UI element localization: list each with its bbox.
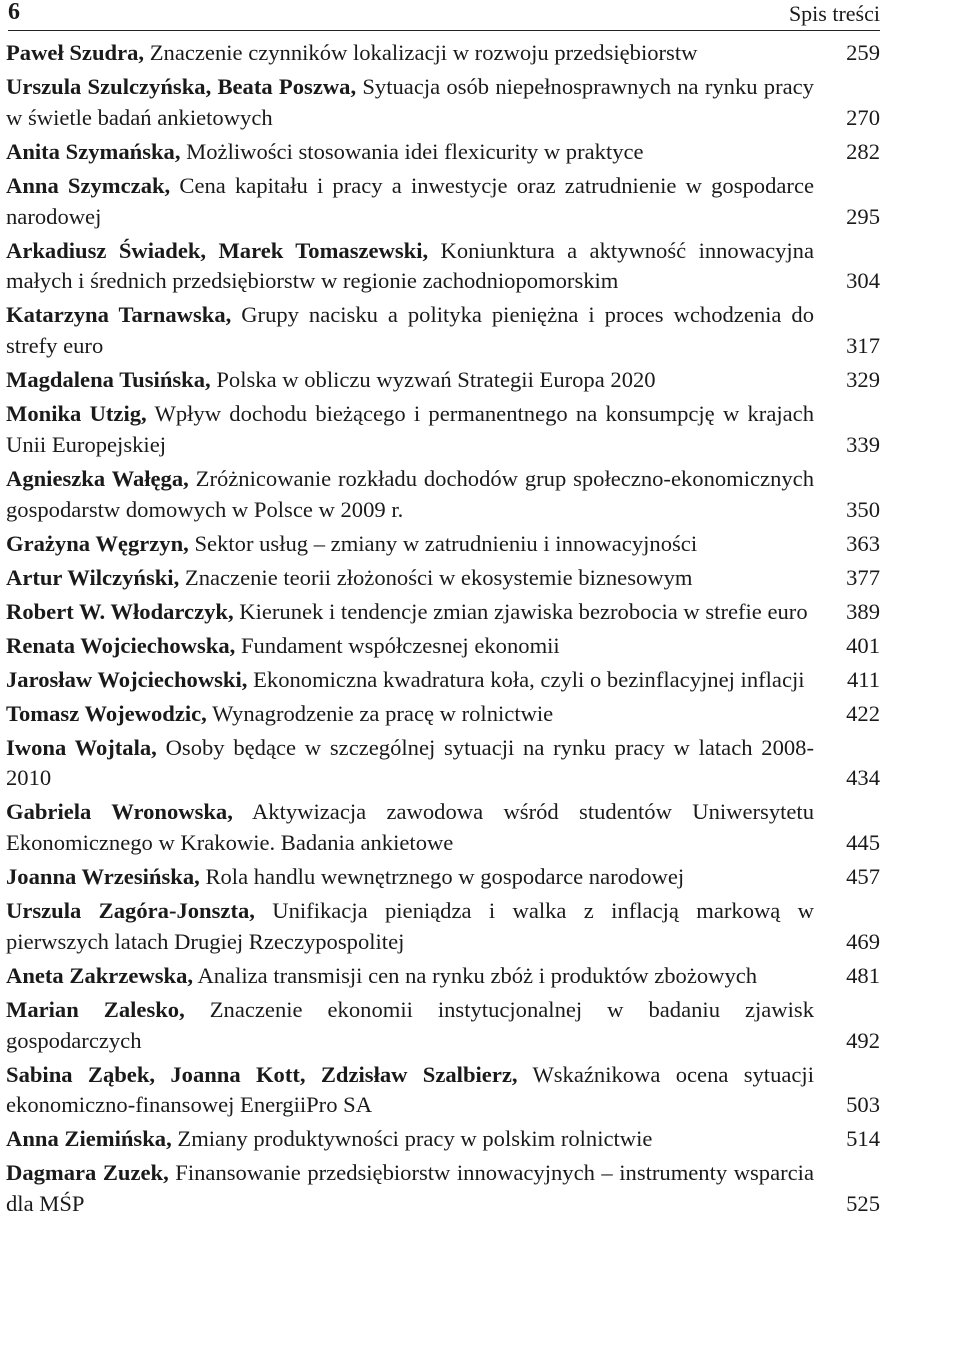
toc-author: Sabina Ząbek, Joanna Kott, Zdzisław Szalbierz, — [6, 1061, 518, 1087]
table-of-contents — [6, 38, 880, 1223]
toc-entry[interactable] — [6, 72, 880, 134]
toc-page-number: 457 — [846, 864, 880, 890]
toc-entry[interactable] — [6, 797, 880, 859]
toc-title: Możliwości stosowania idei flexicurity w praktyce — [186, 138, 644, 164]
toc-page-number: 492 — [846, 1027, 880, 1053]
toc-entry-text — [6, 399, 814, 461]
toc-author: Paweł Szudra, — [6, 40, 145, 65]
toc-entry[interactable] — [6, 464, 880, 526]
toc-entry-text — [6, 733, 814, 795]
toc-entry-text — [6, 464, 814, 526]
toc-entry-text — [6, 300, 814, 362]
toc-entry-text — [6, 699, 814, 730]
toc-author: Joanna Wrzesińska, — [6, 864, 200, 890]
toc-title: Znaczenie teorii złożoności w ekosystemie biznesowym — [184, 564, 693, 590]
toc-page-number: 401 — [846, 632, 880, 658]
toc-entry-text — [6, 38, 814, 69]
toc-entry-text — [6, 72, 814, 134]
toc-title: Kierunek i tendencje zmian zjawiska bezrobocia w strefie euro — [239, 598, 808, 624]
toc-author: Artur Wilczyński, — [6, 564, 180, 590]
toc-entry[interactable] — [6, 1060, 880, 1122]
toc-entry[interactable] — [6, 365, 880, 396]
toc-page-number: 514 — [846, 1126, 880, 1152]
toc-entry-text — [6, 797, 814, 859]
toc-author: Magdalena Tusińska, — [6, 367, 211, 393]
page-header — [8, 0, 880, 31]
toc-entry[interactable] — [6, 597, 880, 628]
toc-author: Renata Wojciechowska, — [6, 632, 236, 658]
toc-title: Znaczenie czynników lokalizacji w rozwoju przedsiębiorstw — [149, 40, 698, 65]
toc-entry-text — [6, 597, 814, 628]
toc-entry[interactable] — [6, 995, 880, 1057]
toc-page-number: 329 — [846, 367, 880, 393]
toc-entry[interactable] — [6, 399, 880, 461]
running-title: Spis treści — [788, 1, 880, 26]
toc-title: Ekonomiczna kwadratura koła, czyli o bezinflacyjnej inflacji — [253, 666, 805, 692]
toc-author: Grażyna Węgrzyn, — [6, 530, 189, 556]
toc-entry[interactable] — [6, 137, 880, 168]
toc-page-number: 363 — [846, 530, 880, 556]
toc-author: Urszula Szulczyńska, Beata Poszwa, — [6, 73, 357, 99]
page-number: 6 — [8, 0, 20, 25]
toc-author: Jarosław Wojciechowski, — [6, 666, 248, 692]
toc-entry-text — [6, 631, 814, 662]
toc-page-number: 295 — [846, 203, 880, 229]
toc-title: Sytuacja osób niepełnosprawnych na rynku pracy w świetle badań ankietowych — [6, 73, 814, 130]
toc-page-number: 317 — [846, 333, 880, 359]
toc-title: Koniunktura a aktywność innowacyjna małych i średnich przedsiębiorstw w regionie zachodniopomorskim — [6, 237, 815, 294]
toc-author: Iwona Wojtala, — [6, 734, 157, 760]
toc-entry-text — [6, 1060, 814, 1122]
toc-author: Robert W. Włodarczyk, — [6, 598, 234, 624]
toc-page-number: 350 — [846, 496, 880, 522]
toc-page-number: 481 — [846, 962, 880, 988]
toc-page-number: 445 — [846, 830, 880, 856]
toc-entry[interactable] — [6, 665, 880, 696]
toc-title: Unifikacja pieniądza i walka z inflacją markową w pierwszych latach Drugiej Rzeczypospolitej — [6, 898, 814, 954]
toc-page-number: 282 — [846, 138, 880, 164]
toc-entry[interactable] — [6, 1124, 880, 1155]
toc-author: Aneta Zakrzewska, — [6, 962, 194, 988]
toc-title: Grupy nacisku a polityka pieniężna i proces wchodzenia do strefy euro — [6, 302, 814, 359]
toc-author: Katarzyna Tarnawska, — [6, 302, 232, 328]
toc-title: Znaczenie ekonomii instytucjonalnej w badaniu zjawisk gospodarczych — [6, 996, 814, 1053]
toc-entry-text — [6, 137, 814, 168]
toc-title: Zmiany produktywności pracy w polskim rolnictwie — [177, 1126, 653, 1152]
toc-author: Monika Utzig, — [6, 401, 147, 427]
toc-title: Wskaźnikowa ocena sytuacji ekonomiczno-finansowej EnergiiPro SA — [6, 1061, 814, 1118]
toc-title: Wynagrodzenie za pracę w rolnictwie — [212, 700, 554, 726]
toc-title: Wpływ dochodu bieżącego i permanentnego na konsumpcję w krajach Unii Europejskiej — [6, 401, 814, 457]
toc-entry-text — [6, 961, 814, 992]
toc-page-number: 270 — [846, 104, 880, 130]
toc-title: Fundament współczesnej ekonomii — [240, 632, 560, 658]
toc-page-number: 525 — [846, 1191, 880, 1217]
toc-author: Tomasz Wojewodzic, — [6, 700, 207, 726]
toc-title: Zróżnicowanie rozkładu dochodów grup społeczno-ekonomicznych gospodarstw domowych w Polsce w 2009 r. — [6, 465, 814, 522]
toc-page-number: 377 — [846, 564, 880, 590]
toc-author: Anna Ziemińska, — [6, 1126, 172, 1152]
toc-page-number: 259 — [846, 40, 880, 65]
toc-entry-text — [6, 171, 814, 233]
toc-entry[interactable] — [6, 300, 880, 362]
toc-author: Gabriela Wronowska, — [6, 799, 233, 825]
toc-page-number: 304 — [846, 268, 880, 294]
toc-entry[interactable] — [6, 171, 880, 233]
toc-page-number: 422 — [846, 700, 880, 726]
toc-page-number: 389 — [846, 598, 880, 624]
toc-title: Analiza transmisji cen na rynku zbóż i produktów zbożowych — [197, 962, 758, 988]
toc-page-number: 339 — [846, 431, 880, 457]
toc-author: Marian Zalesko, — [6, 996, 185, 1022]
toc-entry[interactable] — [6, 529, 880, 560]
toc-page-number: 503 — [846, 1092, 880, 1118]
toc-title: Sektor usług – zmiany w zatrudnieniu i innowacyjności — [194, 530, 698, 556]
toc-page-number: 434 — [846, 765, 880, 791]
toc-entry-text — [6, 563, 814, 594]
toc-title: Aktywizacja zawodowa wśród studentów Uniwersytetu Ekonomicznego w Krakowie. Badania ankietowe — [6, 799, 814, 856]
toc-entry[interactable] — [6, 896, 880, 958]
toc-entry-text — [6, 995, 814, 1057]
toc-entry-text — [6, 529, 814, 560]
toc-entry-text — [6, 236, 814, 298]
toc-entry-text — [6, 896, 814, 958]
toc-entry[interactable] — [6, 699, 880, 730]
toc-entry[interactable] — [6, 236, 880, 298]
toc-title: Cena kapitału i pracy a inwestycje oraz zatrudnienie w gospodarce narodowej — [6, 172, 815, 229]
toc-entry[interactable] — [6, 631, 880, 662]
toc-entry[interactable] — [6, 563, 880, 594]
toc-entry[interactable] — [6, 1158, 880, 1220]
toc-entry-text — [6, 1124, 814, 1155]
toc-author: Anita Szymańska, — [6, 138, 181, 164]
toc-title: Polska w obliczu wyzwań Strategii Europa 2020 — [216, 367, 656, 393]
toc-entry-text — [6, 1158, 814, 1220]
toc-title: Osoby będące w szczególnej sytuacji na rynku pracy w latach 2008-2010 — [6, 734, 814, 791]
toc-entry[interactable] — [6, 38, 880, 69]
toc-entry-text — [6, 862, 814, 893]
toc-entry[interactable] — [6, 733, 880, 795]
toc-page-number: 411 — [846, 666, 880, 692]
toc-entry-text — [6, 665, 814, 696]
toc-entry[interactable] — [6, 961, 880, 992]
toc-author: Urszula Zagóra-Jonszta, — [6, 898, 255, 924]
toc-entry[interactable] — [6, 862, 880, 893]
toc-author: Arkadiusz Świadek, Marek Tomaszewski, — [6, 237, 429, 263]
toc-title: Rola handlu wewnętrznego w gospodarce narodowej — [205, 864, 685, 890]
toc-page-number: 469 — [846, 928, 880, 954]
toc-author: Anna Szymczak, — [6, 172, 171, 198]
toc-author: Dagmara Zuzek, — [6, 1160, 169, 1186]
toc-title: Finansowanie przedsiębiorstw innowacyjnych – instrumenty wsparcia dla MŚP — [6, 1160, 814, 1217]
toc-author: Agnieszka Wałęga, — [6, 465, 189, 491]
toc-entry-text — [6, 365, 814, 396]
